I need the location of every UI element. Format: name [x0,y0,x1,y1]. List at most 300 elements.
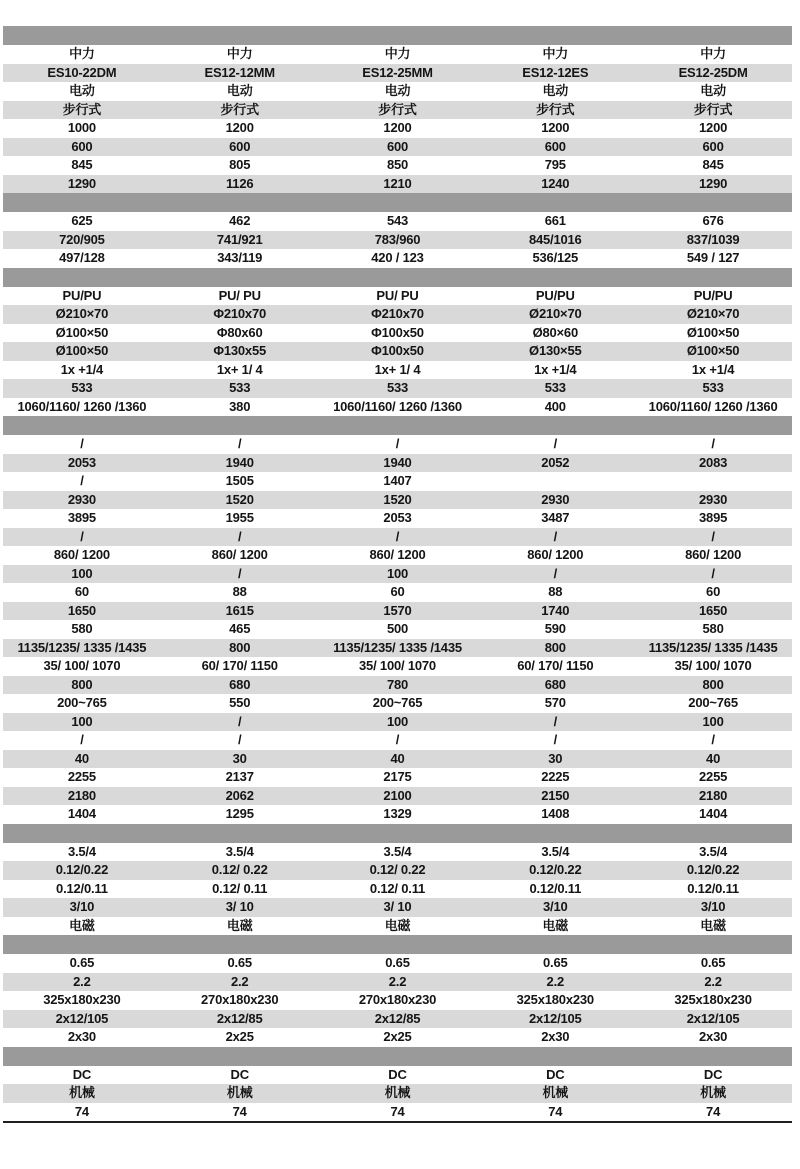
table-cell: 1210 [383,175,412,191]
table-cell: 2x30 [67,1029,96,1044]
table-cell: 3.5/4 [67,843,96,859]
table-cell: 1650 [67,602,96,618]
table-cell: 1520 [225,491,254,507]
table-cell: 200~765 [688,695,738,710]
table-row [3,342,792,361]
table-cell: 2062 [225,787,254,803]
table-cell: 2180 [699,787,728,803]
table-cell: 380 [229,398,251,414]
table-cell: 74 [390,1103,405,1119]
table-row [3,750,792,769]
table-cell: 88 [232,584,247,599]
table-cell: 1200 [383,120,412,135]
table-cell: 40 [74,750,89,766]
table-cell: 837/1039 [686,231,740,247]
table-cell: 30 [232,750,247,766]
table-cell: 2225 [541,769,570,784]
table-cell: 0.65 [227,955,252,970]
table-cell: 783/960 [374,231,421,247]
table-cell: 1200 [225,120,254,135]
table-row [3,212,792,231]
table-row [3,880,792,899]
table-cell: Ø210×70 [529,306,582,321]
table-cell: 3/10 [700,899,726,914]
table-cell: 2255 [699,769,728,784]
table-cell: 1290 [699,175,728,191]
table-row [3,175,792,194]
table-row [3,565,792,584]
table-cell: 2137 [225,769,254,784]
table-cell: 533 [386,380,409,395]
table-cell: / [711,732,715,747]
table-row [3,731,792,750]
table-cell: 中力 [69,46,95,61]
table-cell: 机械 [700,1085,726,1100]
table-cell: Ø100×50 [686,324,740,340]
table-row [3,249,792,268]
table-cell: 74 [74,1103,89,1119]
table-cell: 1060/1160/ 1260 /1360 [648,398,778,414]
table-cell: 661 [544,213,566,228]
table-cell: 1329 [383,806,412,821]
table-cell: ES12-25MM [362,64,433,80]
table-cell: 845 [71,157,93,172]
table-row [3,82,792,101]
table-cell: 2x12/105 [55,1010,109,1026]
table-row [3,898,792,917]
table-cell: PU/ PU [376,287,419,303]
table-cell: 850 [386,157,409,172]
table-cell: 543 [386,213,409,228]
table-cell: 1505 [225,473,254,488]
table-row [3,787,792,806]
table-cell: 1408 [541,806,570,821]
table-cell: Ø100×50 [55,343,109,358]
table-cell: 1407 [383,473,412,488]
table-row [3,991,792,1010]
spec-table [3,26,792,1123]
table-cell: / [711,565,715,581]
table-cell: 1x +1/4 [691,361,735,377]
table-cell: / [553,565,557,581]
table-cell: ES12-12ES [522,64,589,80]
table-cell: 860/ 1200 [527,547,584,562]
table-cell: 100 [71,565,93,581]
table-cell: 800 [702,676,724,692]
table-cell: 步行式 [536,101,575,117]
table-cell: 2x30 [541,1029,570,1044]
table-cell: 2100 [383,787,412,803]
table-cell: 40 [706,750,721,766]
table-cell: 680 [229,676,251,692]
table-row [3,954,792,973]
table-row [3,694,792,713]
table-cell: 2x25 [383,1029,412,1044]
table-row [3,676,792,695]
table-row [3,472,792,491]
table-cell: Φ100x50 [371,343,424,358]
table-cell: 2.2 [230,973,249,989]
table-cell: 2.2 [73,973,91,989]
table-cell: 3/ 10 [383,899,412,914]
table-cell: 533 [544,380,566,395]
table-cell: Ø100×50 [686,343,740,358]
table-cell: 3/10 [69,899,95,914]
table-cell: ES10-22DM [47,64,117,80]
table-cell: 0.12/ 0.11 [369,880,426,896]
table-cell: 35/ 100/ 1070 [43,658,121,673]
table-cell: 100 [71,713,93,729]
table-cell: 机械 [542,1085,569,1100]
table-row [3,639,792,658]
table-row [3,768,792,787]
table-cell: 570 [544,695,566,710]
table-cell: 0.65 [543,955,568,970]
table-cell: 325x180x230 [674,992,752,1007]
table-cell: 100 [386,713,409,729]
table-cell: 2930 [699,491,728,507]
table-cell: 549 / 127 [686,250,740,265]
table-cell: 30 [548,750,563,766]
table-cell: 2.2 [704,973,722,989]
table-cell: 270x180x230 [201,992,279,1007]
table-cell: / [237,732,242,747]
table-cell: 2x12/105 [528,1010,582,1026]
table-row [3,379,792,398]
table-cell: 3487 [541,510,570,525]
table-cell: 343/119 [217,250,263,265]
table-cell: 60 [74,584,89,599]
table-row [3,454,792,473]
table-cell: 2.2 [546,973,565,989]
table-cell: 机械 [226,1085,253,1100]
section-divider-bar [3,1047,792,1066]
table-cell: 1135/1235/ 1335 /1435 [17,639,147,655]
table-cell: 60/ 170/ 1150 [517,658,594,673]
table-cell: DC [388,1066,407,1082]
table-cell: 0.12/0.22 [55,862,109,877]
table-row [3,583,792,602]
table-row [3,156,792,175]
table-cell: 3/ 10 [225,899,254,914]
table-cell: 74 [548,1103,563,1119]
table-cell: 1404 [67,806,96,821]
table-cell: DC [546,1066,565,1082]
table-cell: 3.5/4 [383,843,412,859]
table-cell: 845/1016 [528,231,582,247]
table-cell: 88 [548,584,563,599]
table-row [3,64,792,83]
table-row [3,138,792,157]
table-cell: 400 [544,398,566,414]
table-row [3,491,792,510]
table-cell: 536/125 [532,250,579,265]
table-cell: 1570 [383,602,412,618]
table-cell: 1240 [541,175,570,191]
table-cell: 1520 [383,491,412,507]
table-cell: 800 [544,639,566,655]
table-cell: 2083 [699,454,728,470]
table-cell: 600 [71,138,93,154]
table-cell: 860/ 1200 [53,547,110,562]
table-cell: 1135/1235/ 1335 /1435 [648,639,778,655]
table-cell: 2180 [67,787,96,803]
table-cell: 100 [702,713,724,729]
table-cell: 497/128 [59,250,105,265]
table-cell: 533 [229,380,251,395]
table-cell: 860/ 1200 [369,547,426,562]
table-row [3,398,792,417]
table-cell: 1200 [541,120,570,135]
table-cell: / [237,565,242,581]
table-cell: DC [230,1066,249,1082]
table-cell: 533 [702,380,724,395]
table-cell: PU/ PU [218,287,261,303]
table-cell: 0.12/ 0.11 [212,880,268,896]
table-cell: 2255 [67,769,96,784]
table-cell: 1200 [699,120,728,135]
table-cell: 1x+ 1/ 4 [216,361,263,377]
table-cell: 325x180x230 [516,992,594,1007]
table-cell: 电动 [384,83,411,98]
table-cell: 机械 [69,1085,95,1100]
table-cell: PU/PU [693,287,733,303]
table-cell: 步行式 [62,101,102,117]
table-row [3,546,792,565]
table-cell: 2x30 [699,1029,728,1044]
table-cell: 0.12/0.11 [529,880,582,896]
table-row [3,1066,792,1085]
table-cell: 40 [390,750,405,766]
table-cell: 465 [229,621,251,636]
table-cell: 74 [232,1103,247,1119]
table-cell: 1295 [225,806,254,821]
table-cell: 1650 [699,602,728,618]
table-cell: / [395,528,400,544]
table-row [3,305,792,324]
table-cell: 590 [544,621,566,636]
table-row [3,917,792,936]
table-cell: 60/ 170/ 1150 [201,658,278,673]
table-cell: 800 [229,639,251,655]
table-cell: 200~765 [57,695,107,710]
table-cell: 795 [544,157,566,172]
table-row [3,843,792,862]
table-cell: 步行式 [693,101,733,117]
table-cell: 0.12/0.11 [56,880,108,896]
table-cell: 1000 [67,120,96,135]
table-cell: 580 [702,621,724,636]
table-cell: 电磁 [384,917,411,933]
table-cell: 2175 [383,769,412,784]
table-cell: 电动 [700,83,726,98]
table-cell: 1060/1160/ 1260 /1360 [333,398,462,414]
table-cell: / [711,528,715,544]
table-cell: 420 / 123 [371,250,424,265]
table-cell: 中力 [226,46,253,61]
table-cell: 电磁 [69,917,95,933]
table-cell: 2930 [541,491,570,507]
table-cell: 0.12/0.11 [687,880,739,896]
table-cell: 805 [229,157,251,172]
table-cell: 100 [386,565,409,581]
section-divider-bar [3,824,792,843]
table-cell: / [395,732,400,747]
table-cell: PU/PU [535,287,575,303]
table-cell: ES12-25DM [678,64,748,80]
table-cell: Ø80×60 [532,324,578,340]
table-cell: 1940 [383,454,412,470]
table-row [3,361,792,380]
table-cell: / [80,528,84,544]
table-cell: 0.65 [385,955,410,970]
table-cell: 3.5/4 [225,843,254,859]
table-cell: / [237,713,242,729]
table-cell: 2052 [541,454,570,470]
table-cell: 600 [229,138,251,154]
table-cell: 0.12/0.22 [686,862,740,877]
table-cell: 2053 [67,454,96,470]
table-cell: 电动 [69,83,95,98]
table-row [3,1103,792,1122]
table-cell: 1940 [225,454,254,470]
table-cell: 2150 [541,787,570,803]
table-cell: 60 [390,584,405,599]
table-cell: 1060/1160/ 1260 /1360 [17,398,147,414]
table-row [3,620,792,639]
table-row [3,1084,792,1103]
table-row [3,509,792,528]
table-cell: 60 [706,584,721,599]
table-cell: 580 [71,621,93,636]
table-cell: Ø210×70 [686,306,740,321]
table-row [3,973,792,992]
table-cell: 电磁 [542,917,569,933]
section-divider-bar [3,193,792,212]
table-cell: Ø100×50 [55,324,109,340]
table-cell: 462 [229,213,251,228]
table-cell: 3895 [67,510,96,525]
table-row [3,528,792,547]
table-cell: DC [703,1066,723,1082]
table-cell: / [80,436,84,451]
table-cell: 步行式 [378,101,417,117]
table-row [3,805,792,824]
table-cell: 600 [386,138,409,154]
table-cell: / [553,732,557,747]
table-cell: 电动 [226,83,253,98]
table-cell: 200~765 [372,695,423,710]
table-cell: 1x +1/4 [534,361,577,377]
table-cell: 676 [702,213,724,228]
table-row [3,1028,792,1047]
table-row [3,861,792,880]
table-cell: 1615 [225,602,254,618]
table-cell: 1740 [541,602,570,618]
section-divider-bar [3,416,792,435]
table-cell: 845 [702,157,724,172]
table-row [3,602,792,621]
table-row [3,324,792,343]
table-cell: 625 [71,213,93,228]
table-cell: 2x12/85 [374,1010,421,1026]
section-divider-bar [3,935,792,954]
table-cell: 1955 [225,510,254,525]
table-cell: 550 [229,695,251,710]
table-cell: Φ130x55 [213,343,267,358]
table-cell: Ø210×70 [55,306,109,321]
table-row [3,435,792,454]
table-cell: 1290 [67,175,96,191]
table-cell: 270x180x230 [358,992,437,1007]
table-row [3,45,792,64]
table-cell: 780 [386,676,409,692]
table-cell: 1404 [699,806,728,821]
table-cell: / [237,528,242,544]
table-cell: / [711,436,715,451]
table-cell: / [553,436,557,451]
table-cell: / [80,732,84,747]
table-cell: 2930 [67,491,96,507]
table-cell: 0.12/0.22 [529,862,582,877]
table-cell: 机械 [384,1085,411,1100]
table-cell: 741/921 [216,231,263,247]
table-cell: / [553,713,557,729]
table-cell: / [553,528,557,544]
table-cell: 中力 [384,46,411,61]
table-row [3,657,792,676]
table-row [3,119,792,138]
table-cell: Φ80x60 [216,324,263,340]
table-cell: Ø130×55 [529,343,582,358]
table-cell: ES12-12MM [204,64,275,80]
table-cell: / [237,436,242,451]
table-cell: 325x180x230 [43,992,121,1007]
table-cell: 860/ 1200 [211,547,268,562]
table-row [3,1010,792,1029]
table-cell: 电动 [542,83,569,98]
table-cell: 1x+ 1/ 4 [374,361,421,377]
table-cell: 860/ 1200 [685,547,742,562]
table-cell: PU/PU [62,287,102,303]
table-cell: 0.65 [700,955,726,970]
table-cell: 中力 [700,46,726,61]
table-cell: 1x +1/4 [60,361,104,377]
table-cell: 3.5/4 [699,843,728,859]
table-cell: 600 [544,138,566,154]
table-cell: 2x12/105 [686,1010,740,1026]
table-row [3,713,792,732]
table-cell: 3/10 [543,899,568,914]
table-cell: / [80,473,84,488]
table-cell: 电磁 [700,917,726,933]
table-cell: 2.2 [388,973,407,989]
table-cell: 电磁 [226,917,253,933]
table-row [3,101,792,120]
table-cell: 0.65 [69,955,95,970]
table-cell: 1135/1235/ 1335 /1435 [333,639,462,655]
table-cell: 3.5/4 [541,843,570,859]
table-cell: 500 [386,621,409,636]
table-row [3,287,792,306]
table-cell: 74 [706,1103,721,1119]
table-cell: 中力 [542,46,569,61]
table-cell: 1126 [225,175,254,191]
table-cell: 0.12/ 0.22 [369,862,426,877]
table-row [3,231,792,250]
table-cell: Φ100x50 [371,324,424,340]
table-cell: 600 [702,138,724,154]
